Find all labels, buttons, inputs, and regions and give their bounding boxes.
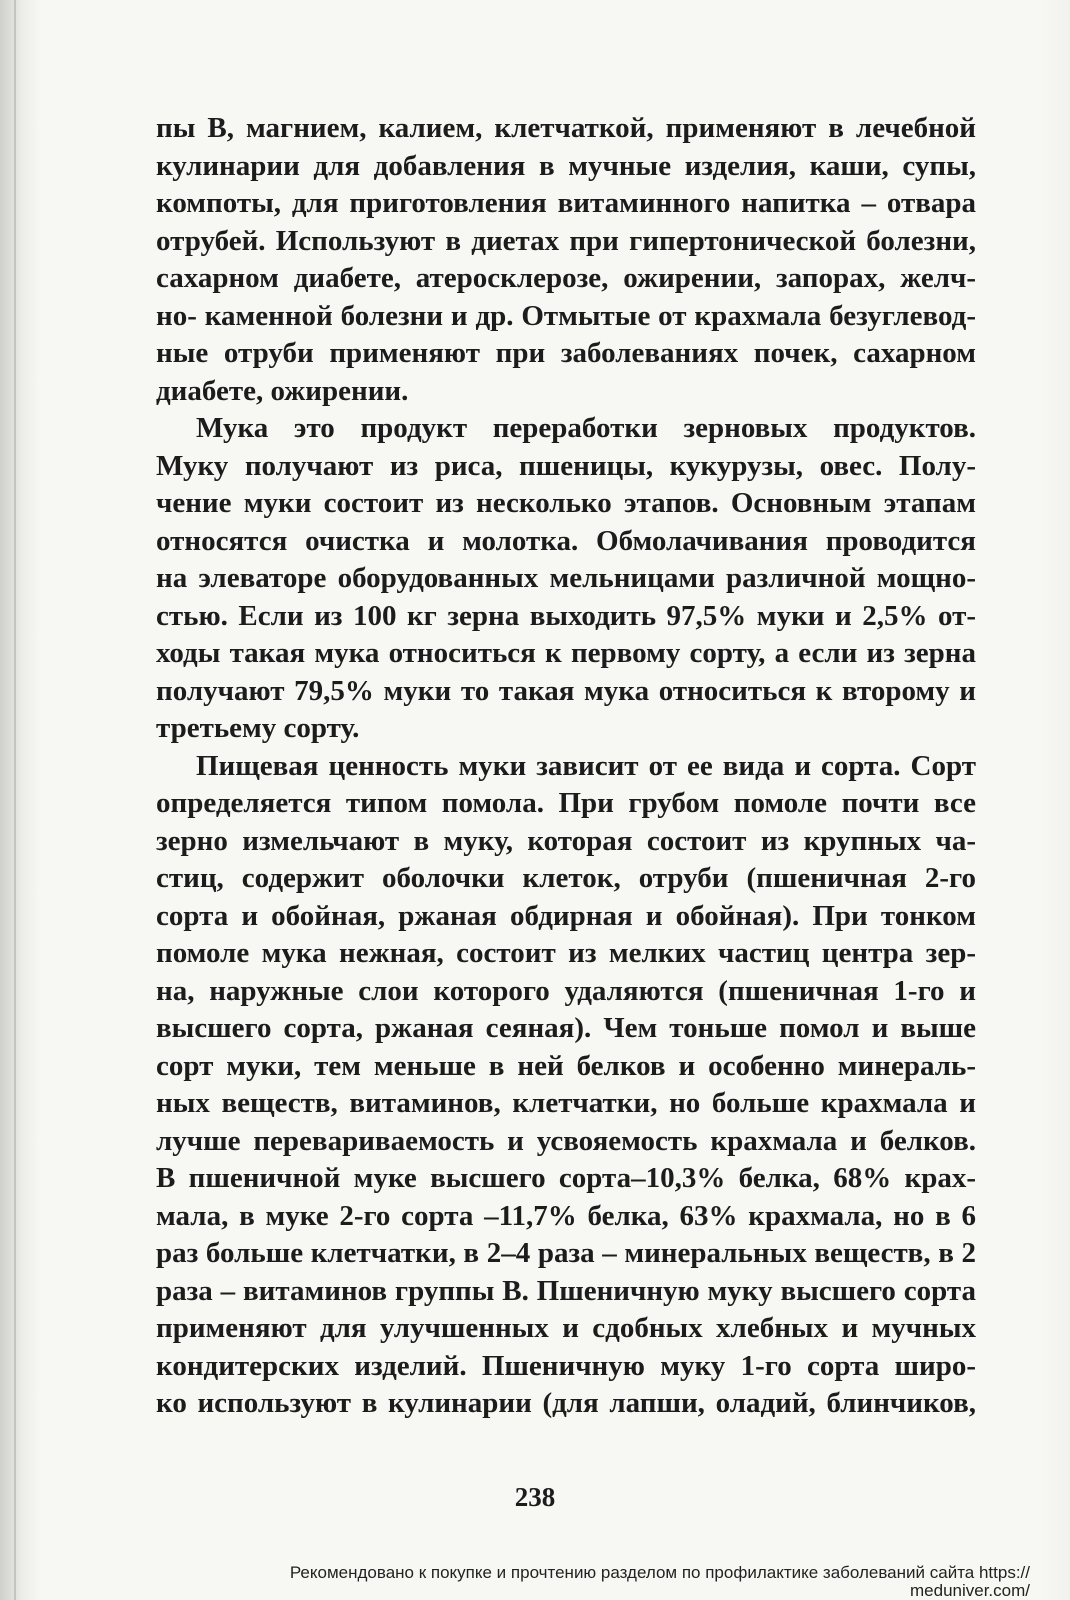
text-line: на элеваторе оборудованных мельницами различной мощно- (156, 562, 976, 594)
text-line: третьему сорту. (156, 712, 360, 744)
text-line: сорт муки, тем меньше в ней белков и особенно минераль- (156, 1049, 976, 1082)
text-line: чение муки состоит из несколько этапов. Основным этапам (156, 487, 976, 519)
footer-note (150, 1564, 1030, 1600)
paragraph-2 (156, 410, 976, 748)
page-number: 238 (514, 1482, 556, 1512)
text-line: Пищевая ценность муки зависит от ее вида и сорта. Сорт (196, 749, 976, 782)
text-line: сорта и обойная, ржаная обдирная и обойная). При тонком (156, 899, 976, 932)
paragraph-3 (156, 748, 976, 1423)
text-line: кондитерских изделий. Пшеничную муку 1-го сорта широ- (156, 1349, 976, 1382)
text-line: высшего сорта, ржаная сеяная). Чем тоньше помол и выше (156, 1012, 976, 1044)
text-line: стью. Если из 100 кг зерна выходить 97,5% муки и 2,5% от- (156, 599, 976, 632)
text-line: но- каменной болезни и др. Отмытые от крахмала безуглевод- (156, 299, 976, 332)
text-line: Муку получают из риса, пшеницы, кукурузы, овес. Полу- (156, 449, 976, 482)
text-line: компоты, для приготовления витаминного напитка – отвара (156, 187, 976, 219)
paragraph-1 (156, 110, 976, 410)
text-line: пы В, магнием, калием, клетчаткой, применяют в лечебной (156, 112, 976, 144)
text-line: диабете, ожирении. (156, 374, 409, 407)
text-line: кулинарии для добавления в мучные изделия, каши, супы, (156, 149, 976, 182)
footer-line-1: Рекомендовано к покупке и прочтению разделом по профилактике заболеваний сайта https:// (289, 1563, 1030, 1582)
text-line: мала, в муке 2-го сорта –11,7% белка, 63% крахмала, но в 6 (156, 1199, 976, 1232)
text-line: определяется типом помола. При грубом помоле почти все (156, 787, 976, 819)
text-line: ходы такая мука относиться к первому сорту, а если из зерна (156, 637, 976, 669)
text-line: зерно измельчают в муку, которая состоит из крупных ча- (156, 824, 976, 857)
text-line: раз больше клетчатки, в 2–4 раза – минеральных веществ, в 2 (156, 1237, 976, 1269)
footer-link[interactable]: meduniver.com/ (910, 1581, 1030, 1600)
text-line: стиц, содержит оболочки клеток, отруби (пшеничная 2-го (156, 862, 976, 894)
page-edge (14, 0, 16, 1600)
text-line: В пшеничной муке высшего сорта–10,3% белка, 68% крах- (156, 1162, 976, 1194)
text-line: на, наружные слои которого удаляются (пшеничная 1-го и (156, 974, 976, 1007)
text-line: ные отруби применяют при заболеваниях почек, сахарном (156, 337, 976, 369)
text-line: помоле мука нежная, состоит из мелких частиц центра зер- (156, 937, 976, 969)
text-line: Мука это продукт переработки зерновых продуктов. (196, 412, 976, 444)
text-line: сахарном диабете, атеросклерозе, ожирении, запорах, желч- (156, 262, 976, 294)
text-line: получают 79,5% муки то такая мука относиться к второму и (156, 674, 976, 707)
text-line: раза – витаминов группы В. Пшеничную муку высшего сорта (156, 1274, 976, 1307)
text-line: относятся очистка и молотка. Обмолачивания проводится (156, 524, 976, 557)
text-line: лучше перевариваемость и усвояемость крахмала и белков. (156, 1124, 976, 1157)
text-line: ных веществ, витаминов, клетчатки, но больше крахмала и (156, 1087, 976, 1119)
body-text (156, 110, 976, 1423)
text-line: отрубей. Используют в диетах при гипертонической болезни, (156, 224, 976, 257)
text-line: ко используют в кулинарии (для лапши, оладий, блинчиков, (156, 1387, 976, 1419)
text-line: применяют для улучшенных и сдобных хлебных и мучных (156, 1312, 976, 1344)
